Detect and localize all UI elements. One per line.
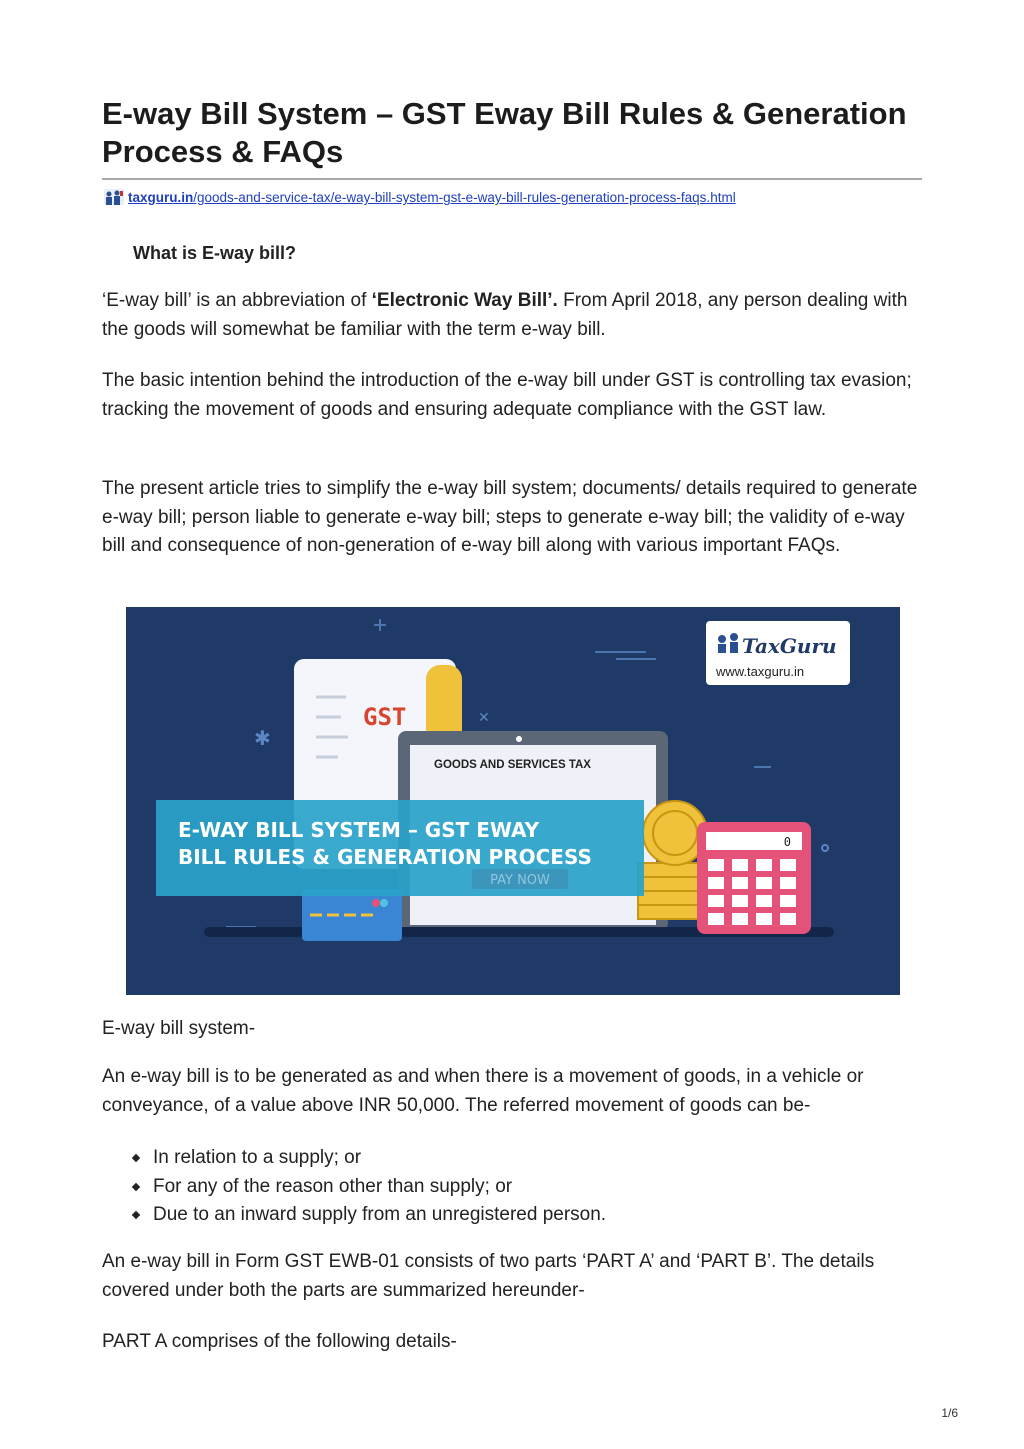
list-item xyxy=(130,1144,606,1173)
image-caption: E-way bill system- xyxy=(102,1018,256,1039)
article-title: E-way Bill System – GST Eway Bill Rules & Generation Process & FAQs xyxy=(102,96,907,169)
source-link[interactable] xyxy=(128,190,736,205)
article-banner-image xyxy=(126,607,900,995)
paragraph-form-parts: An e-way bill in Form GST EWB-01 consists of two parts ‘PART A’ and ‘PART B’. The details covered under both the parts are summarized hereunder- xyxy=(102,1251,875,1301)
list-item xyxy=(130,1201,606,1230)
movement-list xyxy=(130,1144,606,1230)
page-number: 1/6 xyxy=(941,1406,958,1420)
banner-screen-label: GOODS AND SERVICES TAX xyxy=(434,759,591,771)
banner-pay-button: PAY NOW xyxy=(490,873,550,888)
banner-doc-label: GST xyxy=(363,703,407,731)
bullet-icon xyxy=(132,1211,140,1219)
list-item-text: For any of the reason other than supply; or xyxy=(153,1175,513,1197)
list-item-text: In relation to a supply; or xyxy=(153,1147,362,1168)
paragraph-movement: An e-way bill is to be generated as and when there is a movement of goods, in a vehicle or conveyance, of a value above INR 50,000. The referred movement of goods can be- xyxy=(102,1066,864,1116)
svg-text:✕: ✕ xyxy=(478,710,490,726)
section-heading: What is E-way bill? xyxy=(133,243,297,263)
paragraph-intro xyxy=(102,287,922,344)
intro-text-start: ‘E-way bill’ is an abbreviation of xyxy=(102,290,372,311)
banner-brand: TaxGuru xyxy=(742,634,837,658)
intro-text-end: From April 2018, any person dealing with the goods will somewhat be familiar with the term e-way bill. xyxy=(102,290,908,340)
list-item xyxy=(130,1173,606,1202)
bullet-icon xyxy=(132,1154,140,1162)
bullet-icon xyxy=(132,1182,140,1190)
paragraph-part-a: PART A comprises of the following details- xyxy=(102,1331,457,1352)
paragraph-scope: The present article tries to simplify the e-way bill system; documents/ details required to generate e-way bill; person liable to generate e-way bill; steps to generate e-way bill; the validity of e-way bill and consequence of non-generation of e-way bill along with various important FAQs. xyxy=(102,478,918,556)
intro-bold-term: ‘Electronic Way Bill’. xyxy=(371,290,558,311)
paragraph-intention: The basic intention behind the introduction of the e-way bill under GST is controlling tax evasion; tracking the movement of goods and ensuring adequate compliance with the GST law. xyxy=(102,370,912,420)
taxguru-logo-icon xyxy=(104,189,124,205)
banner-headline-line2: BILL RULES & GENERATION PROCESS xyxy=(178,845,592,869)
banner-calc-display: 0 xyxy=(783,835,791,849)
banner-headline-line1: E-WAY BILL SYSTEM – GST EWAY xyxy=(178,818,540,842)
source-domain: taxguru.in xyxy=(128,190,194,205)
source-link-row xyxy=(104,189,736,205)
list-item-text: Due to an inward supply from an unregistered person. xyxy=(153,1204,607,1225)
title-divider xyxy=(102,178,922,180)
banner-url: www.taxguru.in xyxy=(716,664,805,679)
svg-text:✱: ✱ xyxy=(254,726,271,750)
source-path: /goods-and-service-tax/e-way-bill-system-gst-e-way-bill-rules-generation-process-faqs.html xyxy=(193,190,736,205)
